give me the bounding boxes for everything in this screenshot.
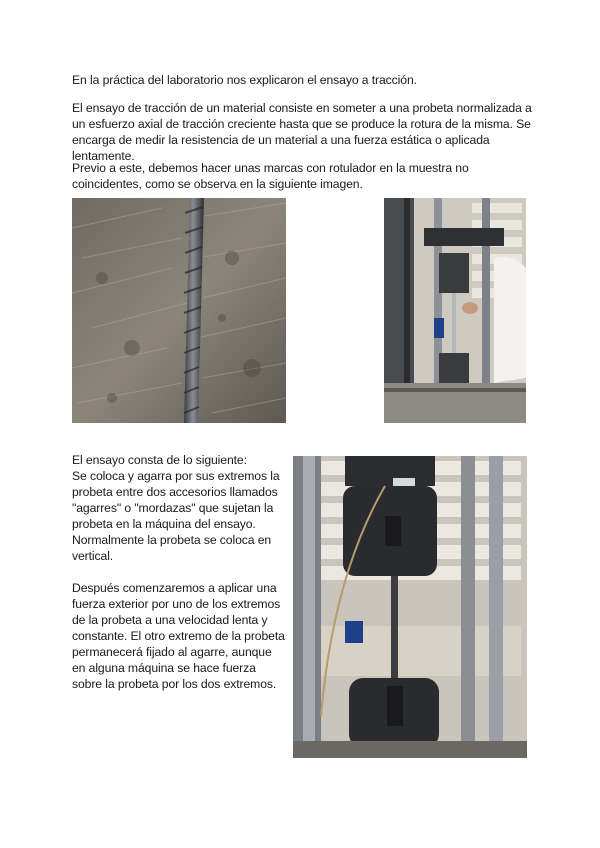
intro-text: En la práctica del laboratorio nos explicaron el ensayo a tracción. [72,73,417,87]
marks-text: Previo a este, debemos hacer unas marcas con rotulador en la muestra no coincidentes, como se observa en la siguiente imagen. [72,161,469,191]
definition-text: El ensayo de tracción de un material consiste en someter a una probeta normalizada a un esfuerzo axial de tracción creciente hasta que se produce la rotura de la misma. Se encarga de medir la resistencia de un material a una fuerza estática o aplicada lentamente. [72,101,532,163]
marks-paragraph [72,160,534,192]
machine-overview-photo [384,198,526,423]
procedure-heading: El ensayo consta de lo siguiente: [72,453,247,467]
grips-closeup-photo [293,456,527,758]
procedure-block [72,452,286,692]
rebar-marks-photo [72,198,286,423]
intro-paragraph [72,72,532,88]
definition-paragraph [72,100,534,164]
procedure-step-2: Después comenzaremos a aplicar una fuerza exterior por uno de los extremos de la probeta a una velocidad lenta y constante. El otro extremo de la probeta permanecerá fijado al agarre, aunque en alguna máquina se hace fuerza sobre la probeta por los dos extremos. [72,581,285,691]
procedure-step-1: Se coloca y agarra por sus extremos la probeta entre dos accesorios llamados "agarres" o "mordazas" que sujetan la probeta en la máquina del ensayo. Normalmente la probeta se coloca en vertical. [72,469,280,563]
